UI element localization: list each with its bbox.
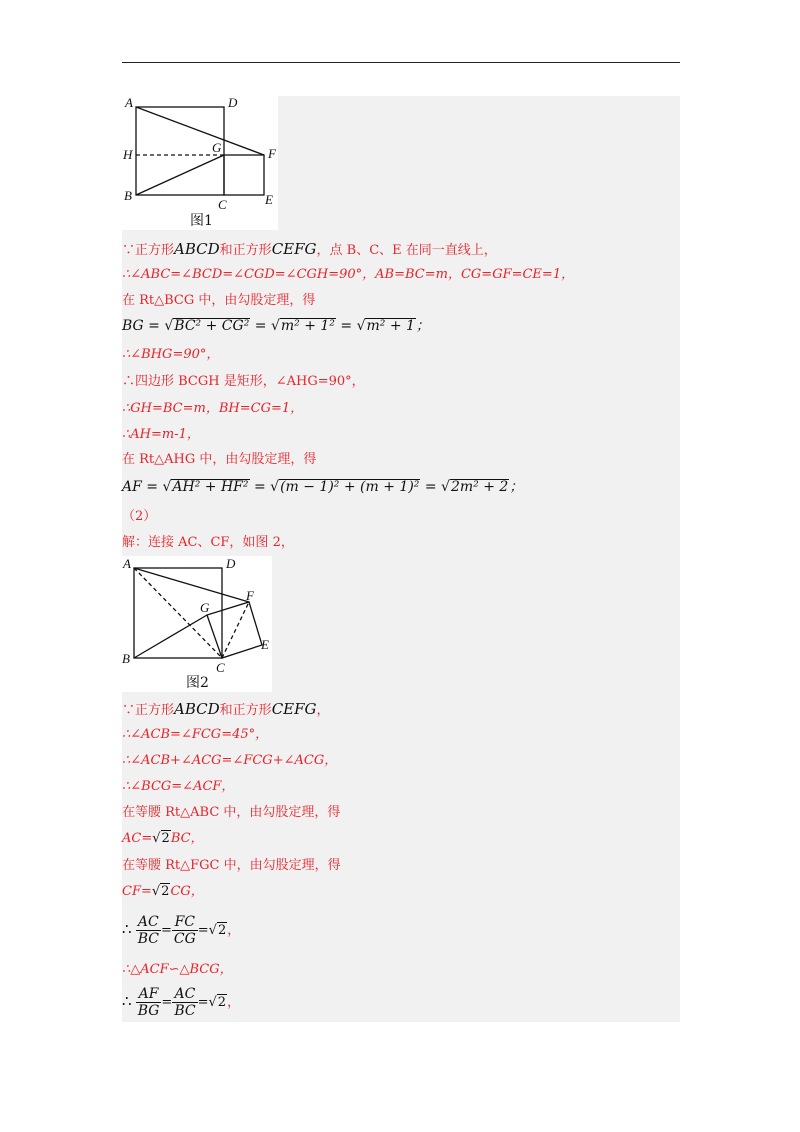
label-g: G — [200, 600, 210, 615]
p2-line-1: 解：连接 AC、CF，如图 2， — [122, 535, 294, 550]
p2-line-11: ∴△ACF∽△BCG， — [122, 962, 233, 977]
numerator: FC — [172, 914, 198, 931]
header-rule — [122, 62, 680, 63]
equals: = — [249, 479, 271, 495]
cf-equals: CF= — [122, 884, 152, 899]
label-c: C — [216, 660, 225, 675]
label-a: A — [123, 556, 131, 571]
sqrt-2: 2 — [217, 923, 227, 938]
math-abcd: ABCD — [174, 240, 220, 258]
p1-line-10-formula: AF = √AH² + HF² = √(m − 1)² + (m + 1)² = √2m² + 2； — [122, 479, 524, 495]
sqrt-2: 2 — [217, 995, 227, 1010]
part-2-heading: （2） — [122, 509, 157, 524]
comma: ， — [227, 995, 241, 1010]
p1-line-7: ∴GH=BC=m，BH=CG=1， — [122, 401, 304, 416]
math-cefg: CEFG — [271, 700, 317, 718]
p1-line-5: ∴∠BHG=90°， — [122, 347, 220, 362]
figure-2 — [122, 556, 272, 692]
equals: = — [250, 318, 271, 334]
denominator: BC — [137, 931, 159, 947]
fraction-ac-bc — [136, 914, 161, 947]
math-cefg: CEFG — [271, 240, 317, 258]
therefore-symbol: ∴ — [122, 992, 132, 1010]
p1-line-8: ∴AH=m-1， — [122, 427, 200, 442]
label-f: F — [268, 146, 276, 161]
label-d: D — [226, 556, 236, 571]
p2-line-4: ∴∠ACB+∠ACG=∠FCG+∠ACG， — [122, 753, 338, 768]
p2-line-9: CF=√2CG， — [122, 884, 204, 899]
formula-bg-lhs: BG = — [122, 318, 165, 334]
sqrt-2: 2 — [161, 831, 170, 846]
fraction-fc-cg — [172, 914, 198, 947]
radicand-3: 2m² + 2 — [450, 479, 509, 495]
equals: = — [197, 923, 209, 938]
comma: ， — [316, 703, 330, 718]
semicolon: ； — [415, 318, 430, 334]
math-abcd: ABCD — [174, 700, 220, 718]
segment-bg — [136, 155, 224, 195]
text-collinear: ，点 B、C、E 在同一直线上， — [316, 243, 497, 258]
text-square: 正方形 — [135, 243, 175, 258]
text-and-square: 和正方形 — [219, 703, 272, 718]
equals: = — [197, 995, 209, 1010]
square-abcd — [136, 107, 224, 195]
comma: ， — [227, 923, 241, 938]
equals: = — [161, 995, 173, 1010]
square-cefg — [224, 155, 264, 195]
figure-1 — [122, 96, 278, 230]
p2-line-5: ∴∠BCG=∠ACF， — [122, 779, 235, 794]
p1-line-6: ∴四边形 BCGH 是矩形，∠AHG=90°， — [122, 374, 365, 389]
label-c: C — [218, 197, 227, 212]
radicand-1: AH² + HF² — [172, 479, 249, 495]
equals: = — [335, 318, 357, 334]
p2-line-6: 在等腰 Rt△ABC 中，由勾股定理，得 — [122, 805, 341, 820]
label-b: B — [124, 188, 132, 203]
p1-line-2: ∴∠ABC=∠BCD=∠CGD=∠CGH=90°，AB=BC=m，CG=GF=CE=1， — [122, 267, 575, 282]
denominator: BG — [137, 1003, 160, 1019]
p1-line-4-formula: BG = √BC² + CG² = √m² + 1² = √m² + 1； — [122, 318, 430, 334]
p2-line-8: 在等腰 Rt△FGC 中，由勾股定理，得 — [122, 858, 341, 873]
bc-comma: BC， — [170, 831, 204, 846]
formula-af-lhs: AF = — [122, 479, 163, 495]
label-b: B — [122, 651, 130, 666]
label-f: F — [246, 588, 254, 603]
semicolon: ； — [509, 479, 524, 495]
label-e: E — [265, 192, 273, 207]
label-a: A — [125, 96, 133, 110]
fraction-af-bg — [136, 986, 162, 1019]
sqrt-2: 2 — [161, 884, 170, 899]
radicand-2: (m − 1)² + (m + 1)² — [280, 479, 420, 495]
denominator: BC — [174, 1003, 196, 1019]
text-square: 正方形 — [135, 703, 175, 718]
numerator: AC — [136, 914, 161, 931]
numerator: AC — [172, 986, 197, 1003]
segment-bg — [134, 615, 207, 658]
radicand-2: m² + 1² — [280, 318, 335, 334]
square-cefg — [207, 602, 262, 658]
segment-cf-dashed — [222, 602, 249, 658]
p2-line-3: ∴∠ACB=∠FCG=45°， — [122, 727, 269, 742]
radicand-3: m² + 1 — [366, 318, 415, 334]
because-symbol: ∵ — [122, 243, 136, 258]
segment-af — [136, 107, 264, 155]
numerator: AF — [136, 986, 162, 1003]
ac-equals: AC= — [122, 831, 153, 846]
cg-comma: CG， — [170, 884, 204, 899]
denominator: CG — [173, 931, 196, 947]
p1-line-1 — [122, 240, 497, 260]
p2-line-2 — [122, 700, 330, 720]
label-g: G — [212, 140, 222, 155]
figure-1-caption: 图1 — [190, 213, 213, 229]
p1-line-3: 在 Rt△BCG 中，由勾股定理，得 — [122, 293, 316, 308]
label-e: E — [261, 637, 269, 652]
equals: = — [420, 479, 442, 495]
label-d: D — [228, 96, 238, 110]
equals: = — [160, 923, 172, 938]
p2-line-10-ratio: ∴ $\frac{AC}{BC}$ = $\frac{FC}{CG}$ =√2， — [122, 914, 241, 947]
p1-line-9: 在 Rt△AHG 中，由勾股定理，得 — [122, 452, 317, 467]
p2-line-12-ratio: ∴ $\frac{AF}{BG}$ = $\frac{AC}{BC}$ =√2， — [122, 986, 241, 1019]
fraction-ac-bc — [172, 986, 197, 1019]
label-h: H — [123, 147, 133, 162]
text-and-square: 和正方形 — [219, 243, 272, 258]
radicand-1: BC² + CG² — [174, 318, 250, 334]
p2-line-7: AC=√2BC， — [122, 831, 204, 846]
figure-2-caption: 图2 — [186, 675, 209, 691]
therefore-symbol: ∴ — [122, 920, 132, 938]
because-symbol: ∵ — [122, 703, 136, 718]
